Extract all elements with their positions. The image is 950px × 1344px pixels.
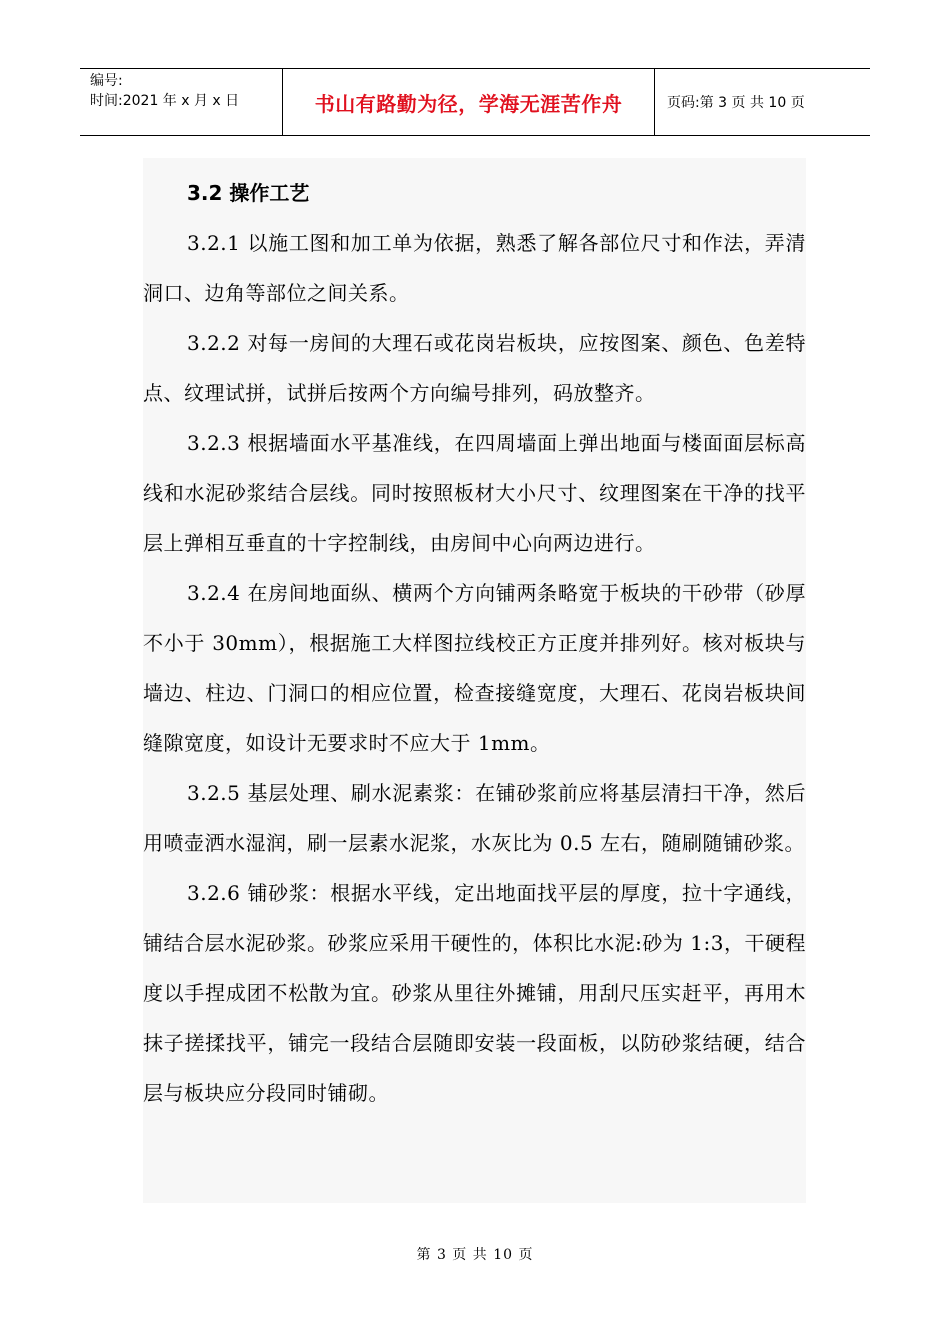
header-meta — [80, 69, 283, 135]
paragraph-3-2-5: 3.2.5 基层处理、刷水泥素浆：在铺砂浆前应将基层清扫干净，然后用喷壶洒水湿润，刷一层素水泥浆，水灰比为 0.5 左右，随刷随铺砂浆。 — [143, 781, 806, 855]
paragraph-3-2-6: 3.2.6 铺砂浆：根据水平线，定出地面找平层的厚度，拉十字通线，铺结合层水泥砂浆。砂浆应采用干硬性的，体积比水泥:砂为 1:3，干硬程度以手捏成团不松散为宜。砂浆从里往外摊铺，用刮尺压实赶平，再用木抹子搓揉找平，铺完一段结合层随即安装一段面板，以防砂浆结硬，结合层与板块应分段同时铺砌。 — [143, 881, 806, 1105]
header-page-info: 页码:第 3 页 共 10 页 — [667, 95, 805, 111]
section-title: 3.2 操作工艺 — [187, 181, 310, 205]
number-label: 编号: — [90, 73, 123, 89]
paragraph-3-2-3: 3.2.3 根据墙面水平基准线，在四周墙面上弹出地面与楼面面层标高线和水泥砂浆结合层线。同时按照板材大小尺寸、纹理图案在干净的找平层上弹相互垂直的十字控制线，由房间中心向两边进行。 — [143, 431, 806, 555]
header-motto: 书山有路勤为径，学海无涯苦作舟 — [283, 69, 655, 135]
paragraph-3-2-4: 3.2.4 在房间地面纵、横两个方向铺两条略宽于板块的干砂带（砂厚不小于 30mm），根据施工大样图拉线校正方正度并排列好。核对板块与墙边、柱边、门洞口的相应位置，检查接缝宽度，大理石、花岗岩板块间缝隙宽度，如设计无要求时不应大于 1mm。 — [143, 581, 806, 755]
paragraph-3-2-2: 3.2.2 对每一房间的大理石或花岗岩板块，应按图案、颜色、色差特点、纹理试拼，试拼后按两个方向编号排列，码放整齐。 — [143, 331, 806, 405]
page-footer: 第 3 页 共 10 页 — [416, 1247, 534, 1263]
document-body — [143, 158, 806, 1203]
page-header — [80, 68, 870, 136]
time-label: 时间:2021 年 x 月 x 日 — [90, 93, 240, 109]
paragraph-3-2-1: 3.2.1 以施工图和加工单为依据，熟悉了解各部位尺寸和作法，弄清洞口、边角等部位之间关系。 — [143, 231, 806, 305]
